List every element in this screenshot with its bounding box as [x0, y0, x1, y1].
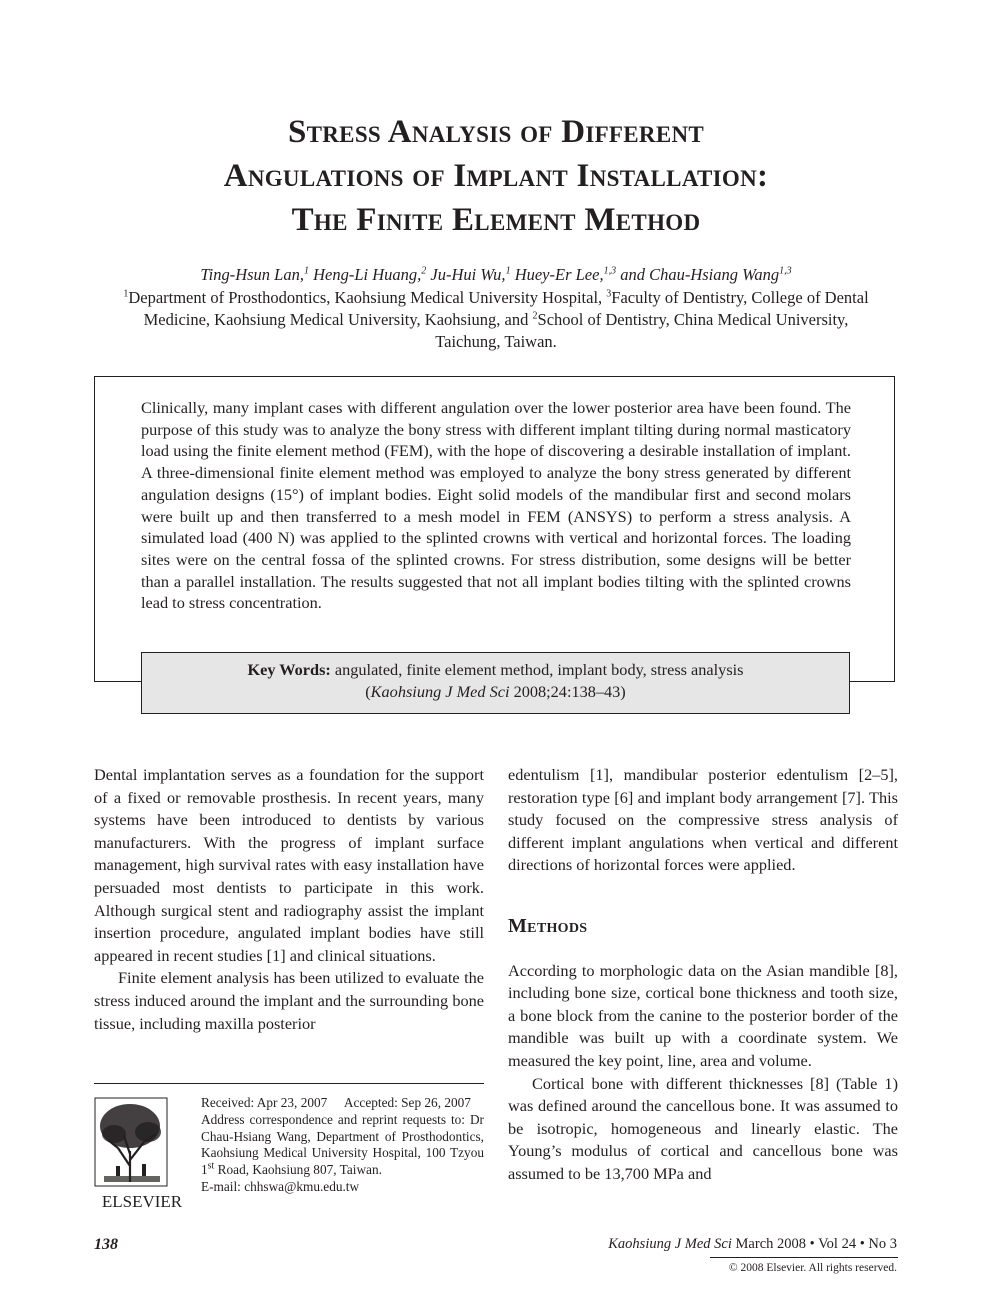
address-text: Road, Kaohsiung 807, Taiwan.	[214, 1162, 382, 1178]
body-paragraph: According to morphologic data on the Asian mandible [8], including bone size, cortical bone thickness and tooth size, a bone block from the canine to the posterior border of the mandible was built up with a coordinate system. We measured the key point, line, area and volume.	[508, 960, 898, 1070]
author-list	[96, 264, 896, 286]
citation-paren: (	[365, 682, 371, 701]
address-sup: st	[207, 1160, 215, 1172]
affil-text: Department of Prosthodontics, Kaohsiung Medical University Hospital,	[128, 288, 607, 307]
keywords-text: angulated, finite element method, implant body, stress analysis	[330, 660, 744, 679]
author-name: Ting-Hsun Lan,	[200, 265, 304, 284]
section-heading-methods: Methods	[508, 914, 588, 937]
body-paragraph: edentulism [1], mandibular posterior edentulism [2–5], restoration type [6] and implant body arrangement [7]. This study focused on the compressive stress analysis of different implant angulations when vertical and different directions of horizontal forces were applied.	[508, 765, 898, 875]
page-number: 138	[94, 1236, 118, 1253]
affil-text: School of Dentistry, China Medical University, Taichung, Taiwan.	[435, 310, 849, 351]
logo-text: ELSEVIER	[101, 1192, 183, 1211]
author-name: Heng-Li Huang,	[308, 265, 422, 284]
affil-text: Faculty of Dentistry, College of Dental Medicine, Kaohsiung Medical University, Kaohsiung, and	[143, 288, 869, 329]
accepted-date: Accepted: Sep 26, 2007	[343, 1095, 471, 1110]
elsevier-logo	[94, 1096, 190, 1212]
journal-name: Kaohsiung J Med Sci	[608, 1236, 732, 1252]
abstract-text: Clinically, many implant cases with different angulation over the lower posterior area have been found. The purpose of this study was to analyze the bony stress with different implant tilting during normal masticatory load using the finite element method (FEM), with the hope of discovering a desirable installation of implant. A three-dimensional finite element method was employed to analyze the bony stress generated by different angulation designs (15°) of implant bodies. Eight solid models of the mandibular first and second molars were built up and then transferred to a mesh model in FEM (ANSYS) to perform a stress analysis. A simulated load (400 N) was applied to the splinted crowns with vertical and horizontal forces. The loading sites were on the central fossa of the splinted crowns. For stress distribution, some designs will be better than a parallel installation. The results suggested that not all implant bodies tilting with the splinted crowns lead to stress concentration.	[141, 398, 851, 613]
author-affil-sup: 2	[421, 265, 427, 277]
affil-sup: 1	[123, 288, 129, 300]
email-line: E-mail: chhswa@kmu.edu.tw	[201, 1178, 360, 1194]
keywords-label: Key Words:	[247, 660, 331, 679]
body-column-left	[94, 764, 484, 1035]
correspondence-address	[201, 1112, 484, 1179]
author-affil-sup: 1,3	[603, 265, 617, 277]
author-name: Huey-Er Lee,	[510, 265, 604, 284]
author-affil-sup: 1,3	[779, 265, 792, 277]
title-line-1: Stress Analysis of Different	[287, 114, 705, 150]
affiliations	[120, 287, 872, 353]
title-line-2: Angulations of Implant Installation:	[223, 158, 769, 194]
keywords-line	[142, 659, 849, 681]
footnote-rule	[94, 1083, 484, 1084]
body-paragraph: Dental implantation serves as a foundation for the support of a fixed or removable prosthesis. In recent years, many systems have been introduced to dentists by various manufacturers. With the progress of implant surface management, high survival rates with easy installation have persuaded most dentists to participate in this work. Although surgical stent and radiography assist the implant insertion procedure, angulated implant bodies have still appeared in recent studies [1] and clinical situations.	[94, 765, 484, 965]
body-paragraph: Finite element analysis has been utilized to evaluate the stress induced around the implant and the surrounding bone tissue, including maxilla posterior	[94, 968, 484, 1033]
title-line-3: The Finite Element Method	[291, 202, 701, 238]
body-column-right	[508, 764, 898, 1186]
author-name: and Chau-Hsiang Wang	[616, 265, 780, 284]
affil-sup: 2	[532, 310, 538, 322]
keywords-box	[141, 652, 850, 714]
author-affil-sup: 1	[505, 265, 511, 277]
dates-line	[201, 1095, 484, 1112]
citation-rest: 2008;24:138–43)	[509, 682, 626, 701]
issue-info: March 2008 • Vol 24 • No 3	[731, 1236, 897, 1252]
copyright-line: © 2008 Elsevier. All rights reserved.	[728, 1262, 897, 1274]
article-title	[96, 110, 896, 242]
citation-journal: Kaohsiung J Med Sci	[370, 682, 510, 701]
journal-footer	[608, 1236, 897, 1253]
received-date: Received: Apr 23, 2007	[201, 1095, 328, 1110]
address-text: Address correspondence and reprint requests to: Dr Chau-Hsiang Wang, Department of Prosthodontics, Kaohsiung Medical University Hospital, 100 Tzyou 1	[201, 1111, 484, 1178]
citation-line	[142, 681, 849, 703]
affil-sup: 3	[606, 288, 612, 300]
author-affil-sup: 1	[303, 265, 309, 277]
footnote	[201, 1095, 484, 1196]
footer-rule	[710, 1257, 898, 1258]
author-name: Ju-Hui Wu,	[426, 265, 506, 284]
body-paragraph: Cortical bone with different thicknesses [8] (Table 1) was defined around the cancellous bone. It was assumed to be isotropic, homogeneous and linearly elastic. The Young’s modulus of cortical and cancellous bone was assumed to be 13,700 MPa and	[508, 1073, 898, 1183]
